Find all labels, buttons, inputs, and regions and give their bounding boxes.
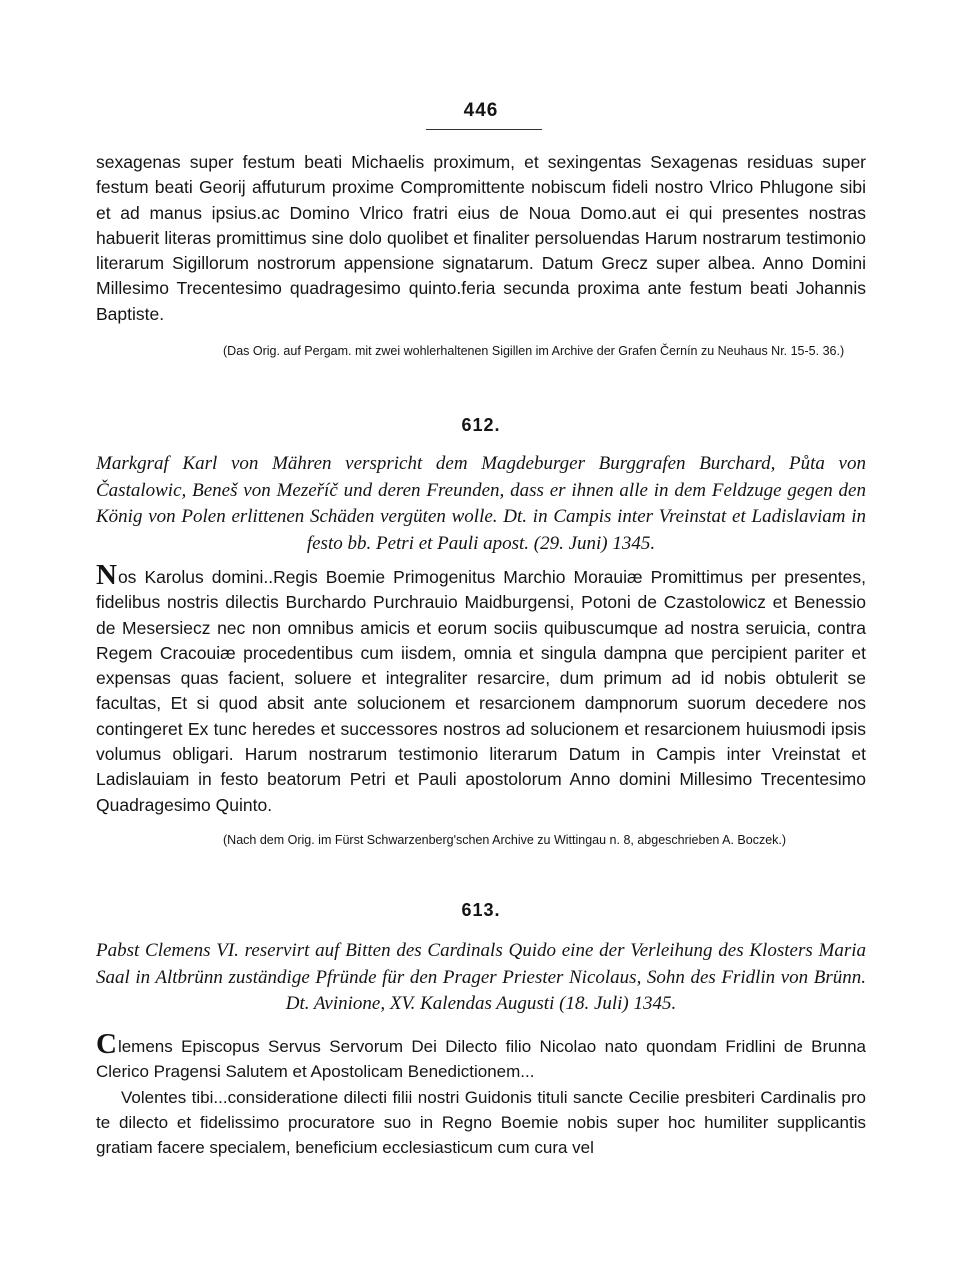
document-612-regest: Markgraf Karl von Mähren verspricht dem Magdeburger Burggrafen Burchard, Půta von Častalowic, Beneš von Mezeříč und deren Freunden, dass er ihnen alle in dem Feldzuge gegen den König von Polen erlittenen Schäden vergüten wolle. Dt. in Campis inter Vreinstat et Ladislaviam in festo bb. Petri et Pauli apost. (29. Juni) 1345.	[96, 453, 866, 554]
document-612-body	[96, 559, 866, 818]
page-number: 446	[463, 100, 499, 121]
document-612-number: 612.	[461, 415, 501, 435]
carryover-text: sexagenas super festum beati Michaelis proximum, et sexingentas Sexagenas residuas super festum beati Georij affuturum proxime Compromittente nobiscum fideli nostro Vlrico Phlugone sibi et ad manus ipsius.ac Domino Vlrico fratri eius de Noua Domo.aut ei qui presentes nostras habuerit literas promittimus sine dolo quolibet et finaliter persoluendas Harum nostrarum testimonio literarum Sigillorum nostrorum appensione signatarum. Datum Grecz super albea. Anno Domini Millesimo Trecentesimo quadragesimo quinto.feria secunda proxima ante festum beati Johannis Baptiste.	[96, 152, 866, 324]
document-613-body-p2: Volentes tibi...consideratione dilecti filii nostri Guidonis tituli sancte Cecilie presbiteri Cardinalis pro te dilecto et fidelissimo procuratore suo in Regno Boemie nobis super hoc humiliter supplicantis gratiam facere specialem, beneficium ecclesiasticum cum cura vel	[96, 1087, 866, 1158]
document-page	[96, 0, 866, 1284]
document-612-body-text: os Karolus domini..Regis Boemie Primogenitus Marchio Morauiæ Promittimus per presentes, fidelibus nostris dilectis Burchardo Purchrauio Maidburgensi, Potoni de Czastolowicz et Benessio de Mesersiecz nec non omnibus amicis et eorum sociis quibuscumque ad nostra seruicia, contra Regem Cracouiæ procedentibus cum iisdem, omnia et singula dampna que percipient pariter et expensas quas facient, soluere et integraliter resarcire, dum primum ad id nobis obtulerit se facultas, Et si quod absit ante solucionem et resarcionem dampnorum suorum decedere nos contingeret Ex tunc heredes et successores nostros ad solucionem et resarcionem huiusmodi ipsis volumus obligari. Harum nostrarum testimonio literarum Datum in Campis inter Vreinstat et Ladislauiam in festo beatorum Petri et Pauli apostolorum Anno domini Millesimo Trecentesimo Quadragesimo Quinto.	[96, 567, 866, 815]
document-613-initial: C	[96, 1028, 117, 1060]
document-613-body-p1: lemens Episcopus Servus Servorum Dei Dilecto filio Nicolao nato quondam Fridlini de Brunna Clerico Pragensi Salutem et Apostolicam Benedictionem...	[96, 1037, 866, 1082]
page-number-rule	[426, 129, 542, 130]
document-612-source-note: (Nach dem Orig. im Fürst Schwarzenberg'schen Archive zu Wittingau n. 8, abgeschrieben A. Boczek.)	[223, 833, 787, 847]
document-613-body	[96, 1028, 866, 1160]
document-613-number: 613.	[461, 900, 501, 920]
document-613-regest: Pabst Clemens VI. reservirt auf Bitten des Cardinals Quido eine der Verleihung des Klosters Maria Saal in Altbrünn zuständige Pfründe für den Prager Priester Nicolaus, Sohn des Fridlin von Brünn. Dt. Avinione, XV. Kalendas Augusti (18. Juli) 1345.	[96, 940, 866, 1014]
document-612-initial: N	[96, 559, 117, 591]
carryover-source-note: (Das Orig. auf Pergam. mit zwei wohlerhaltenen Sigillen im Archive der Grafen Černín zu Neuhaus Nr. 15-5. 36.)	[223, 344, 845, 358]
